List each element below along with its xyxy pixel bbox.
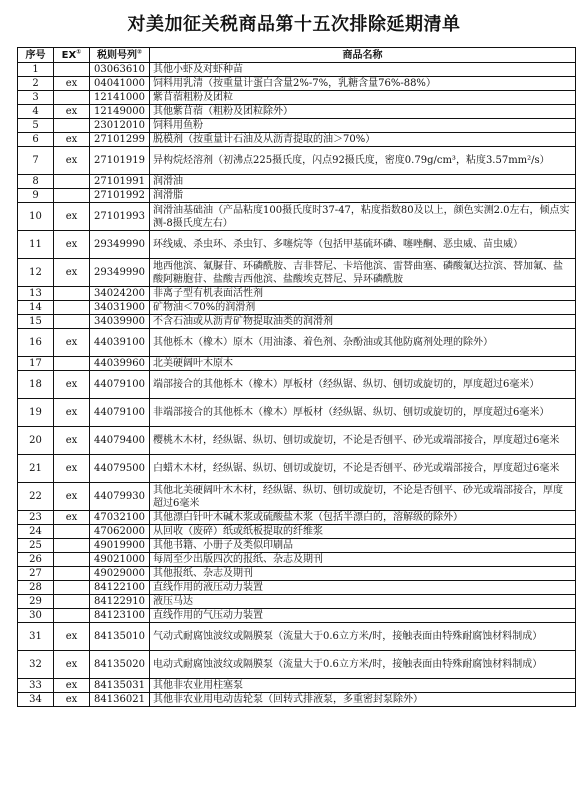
cell-code: 84136021 <box>90 693 150 707</box>
cell-name: 每周至少出版四次的报纸、杂志及期刊 <box>150 553 576 567</box>
cell-ex: ex <box>54 77 90 91</box>
cell-ex: ex <box>54 679 90 693</box>
cell-seq: 11 <box>18 231 54 259</box>
cell-name: 樱桃木木材，经纵锯、纵切、刨切或旋切，不论是否刨平、砂光或端部接合，厚度超过6毫米 <box>150 427 576 455</box>
cell-ex <box>54 525 90 539</box>
table-row <box>18 679 576 693</box>
header-code: 税则号列② <box>90 48 150 63</box>
cell-ex: ex <box>54 651 90 679</box>
cell-name: 环线威、杀虫环、杀虫钉、多噻烷等（包括甲基硫环磷、噻唑酮、恶虫威、苗虫威） <box>150 231 576 259</box>
cell-ex <box>54 567 90 581</box>
cell-ex: ex <box>54 259 90 287</box>
cell-ex: ex <box>54 329 90 357</box>
header-name: 商品名称 <box>150 48 576 63</box>
cell-seq: 2 <box>18 77 54 91</box>
cell-code: 03063610 <box>90 63 150 77</box>
cell-code: 27101993 <box>90 203 150 231</box>
table-row <box>18 455 576 483</box>
cell-code: 47032100 <box>90 511 150 525</box>
cell-name: 北美硬阔叶木原木 <box>150 357 576 371</box>
cell-name: 其他紫苜蓿（粗粉及团粒除外） <box>150 105 576 119</box>
cell-ex <box>54 581 90 595</box>
cell-seq: 10 <box>18 203 54 231</box>
cell-ex <box>54 287 90 301</box>
table-row <box>18 399 576 427</box>
cell-name: 饲料用乳清（按重量计蛋白含量2%-7%，乳糖含量76%-88%） <box>150 77 576 91</box>
cell-code: 84135020 <box>90 651 150 679</box>
cell-seq: 4 <box>18 105 54 119</box>
cell-code: 23012010 <box>90 119 150 133</box>
cell-name: 饲料用鱼粉 <box>150 119 576 133</box>
cell-code: 47062000 <box>90 525 150 539</box>
cell-seq: 28 <box>18 581 54 595</box>
exclusion-list-table <box>17 47 576 707</box>
cell-name: 异构烷烃溶剂（初沸点225摄氏度，闪点92摄氏度，密度0.79g/cm³，粘度3.57mm²/s） <box>150 147 576 175</box>
cell-seq: 31 <box>18 623 54 651</box>
cell-seq: 33 <box>18 679 54 693</box>
cell-code: 49019900 <box>90 539 150 553</box>
cell-seq: 1 <box>18 63 54 77</box>
cell-ex <box>54 609 90 623</box>
cell-code: 84122100 <box>90 581 150 595</box>
table-row <box>18 91 576 105</box>
cell-name: 紫苜蓿粗粉及团粒 <box>150 91 576 105</box>
cell-seq: 22 <box>18 483 54 511</box>
cell-ex: ex <box>54 483 90 511</box>
cell-seq: 8 <box>18 175 54 189</box>
cell-ex <box>54 119 90 133</box>
cell-seq: 15 <box>18 315 54 329</box>
table-row <box>18 595 576 609</box>
cell-seq: 25 <box>18 539 54 553</box>
cell-name: 非端部接合的其他栎木（橡木）厚板材（经纵锯、纵切、刨切或旋切的，厚度超过6毫米） <box>150 399 576 427</box>
cell-ex <box>54 315 90 329</box>
table-row <box>18 105 576 119</box>
footnote-marker-1: ① <box>76 48 82 56</box>
cell-ex: ex <box>54 231 90 259</box>
cell-code: 44079500 <box>90 455 150 483</box>
cell-ex: ex <box>54 511 90 525</box>
cell-code: 44079400 <box>90 427 150 455</box>
table-row <box>18 63 576 77</box>
table-row <box>18 357 576 371</box>
cell-seq: 9 <box>18 189 54 203</box>
table-row <box>18 567 576 581</box>
cell-code: 34024200 <box>90 287 150 301</box>
cell-ex: ex <box>54 133 90 147</box>
cell-ex <box>54 175 90 189</box>
cell-seq: 32 <box>18 651 54 679</box>
table-row <box>18 581 576 595</box>
cell-code: 27101919 <box>90 147 150 175</box>
cell-name: 直线作用的气压动力装置 <box>150 609 576 623</box>
cell-seq: 20 <box>18 427 54 455</box>
cell-ex: ex <box>54 455 90 483</box>
cell-code: 49029000 <box>90 567 150 581</box>
cell-ex <box>54 91 90 105</box>
cell-name: 润滑油 <box>150 175 576 189</box>
cell-ex: ex <box>54 399 90 427</box>
cell-ex <box>54 539 90 553</box>
cell-seq: 29 <box>18 595 54 609</box>
cell-code: 44079100 <box>90 371 150 399</box>
cell-ex <box>54 595 90 609</box>
table-row <box>18 119 576 133</box>
cell-seq: 23 <box>18 511 54 525</box>
cell-name: 液压马达 <box>150 595 576 609</box>
cell-name: 电动式耐腐蚀波纹或隔膜泵（流量大于0.6立方米/时，接触表面由特殊耐腐蚀材料制成） <box>150 651 576 679</box>
cell-name: 其他非农业用柱塞泵 <box>150 679 576 693</box>
cell-seq: 24 <box>18 525 54 539</box>
cell-name: 其他书籍、小册子及类似印刷品 <box>150 539 576 553</box>
footnote-marker-2: ② <box>136 48 143 56</box>
table-header-row <box>18 48 576 63</box>
cell-code: 84135010 <box>90 623 150 651</box>
cell-code: 12149000 <box>90 105 150 119</box>
cell-name: 其他报纸、杂志及期刊 <box>150 567 576 581</box>
cell-code: 27101299 <box>90 133 150 147</box>
cell-code: 84135031 <box>90 679 150 693</box>
cell-ex: ex <box>54 623 90 651</box>
table-row <box>18 329 576 357</box>
cell-name: 从回收（废碎）纸或纸板提取的纤维浆 <box>150 525 576 539</box>
header-ex: EX① <box>54 48 90 63</box>
cell-code: 44039100 <box>90 329 150 357</box>
cell-name: 其他非农业用电动齿轮泵（回转式排液泵，多重密封泵除外） <box>150 693 576 707</box>
cell-ex: ex <box>54 371 90 399</box>
cell-seq: 19 <box>18 399 54 427</box>
table-row <box>18 371 576 399</box>
cell-code: 44079100 <box>90 399 150 427</box>
cell-name: 润滑脂 <box>150 189 576 203</box>
document-title: 对美加征关税商品第十五次排除延期清单 <box>127 14 461 35</box>
table-row <box>18 651 576 679</box>
cell-ex: ex <box>54 203 90 231</box>
cell-name: 润滑油基础油（产品粘度100摄氏度时37-47，粘度指数80及以上，颜色实测2.0左右，倾点实测-8摄氏度左右） <box>150 203 576 231</box>
cell-name: 气动式耐腐蚀波纹或隔膜泵（流量大于0.6立方米/时，接触表面由特殊耐腐蚀材料制成） <box>150 623 576 651</box>
cell-code: 84122910 <box>90 595 150 609</box>
cell-ex: ex <box>54 693 90 707</box>
cell-code: 29349990 <box>90 259 150 287</box>
cell-seq: 14 <box>18 301 54 315</box>
cell-ex <box>54 553 90 567</box>
cell-code: 29349990 <box>90 231 150 259</box>
cell-code: 34031900 <box>90 301 150 315</box>
table-row <box>18 189 576 203</box>
cell-code: 49021000 <box>90 553 150 567</box>
header-seq: 序号 <box>18 48 54 63</box>
cell-seq: 5 <box>18 119 54 133</box>
cell-seq: 18 <box>18 371 54 399</box>
cell-name: 其他栎木（橡木）原木（用油漆、着色剂、杂酚油或其他防腐剂处理的除外） <box>150 329 576 357</box>
cell-name: 白蜡木木材，经纵锯、纵切、刨切或旋切，不论是否刨平、砂光或端部接合，厚度超过6毫米 <box>150 455 576 483</box>
table-row <box>18 203 576 231</box>
table-row <box>18 259 576 287</box>
cell-code: 27101991 <box>90 175 150 189</box>
cell-code: 44079930 <box>90 483 150 511</box>
table-row <box>18 609 576 623</box>
cell-name: 端部接合的其他栎木（橡木）厚板材（经纵锯、纵切、刨切或旋切的，厚度超过6毫米） <box>150 371 576 399</box>
cell-name: 矿物油＜70%的润滑剂 <box>150 301 576 315</box>
table-row <box>18 175 576 189</box>
cell-name: 其他小虾及对虾种苗 <box>150 63 576 77</box>
table-row <box>18 483 576 511</box>
cell-seq: 26 <box>18 553 54 567</box>
table-row <box>18 623 576 651</box>
cell-seq: 7 <box>18 147 54 175</box>
table-row <box>18 511 576 525</box>
table-row <box>18 525 576 539</box>
cell-name: 非离子型有机表面活性剂 <box>150 287 576 301</box>
table-row <box>18 287 576 301</box>
table-row <box>18 553 576 567</box>
table-row <box>18 231 576 259</box>
cell-ex <box>54 357 90 371</box>
cell-code: 12141000 <box>90 91 150 105</box>
table-row <box>18 427 576 455</box>
cell-code: 84123100 <box>90 609 150 623</box>
cell-name: 地西他滨、氟脲苷、环磷酰胺、吉非替尼、卡培他滨、雷替曲塞、磷酸氟达拉滨、替加氟、盐酸阿糖胞苷、盐酸吉西他滨、盐酸埃克替尼、异环磷酰胺 <box>150 259 576 287</box>
table-row <box>18 147 576 175</box>
cell-seq: 17 <box>18 357 54 371</box>
cell-ex <box>54 189 90 203</box>
cell-ex: ex <box>54 427 90 455</box>
cell-seq: 34 <box>18 693 54 707</box>
table-row <box>18 77 576 91</box>
cell-ex <box>54 301 90 315</box>
cell-code: 04041000 <box>90 77 150 91</box>
table-row <box>18 315 576 329</box>
cell-ex <box>54 63 90 77</box>
cell-seq: 6 <box>18 133 54 147</box>
cell-seq: 21 <box>18 455 54 483</box>
cell-ex: ex <box>54 147 90 175</box>
table-row <box>18 133 576 147</box>
cell-name: 其他漂白针叶木碱木浆或硫酸盐木浆（包括半漂白的，溶解级的除外） <box>150 511 576 525</box>
cell-name: 直线作用的液压动力装置 <box>150 581 576 595</box>
cell-name: 不含石油或从沥青矿物提取油类的润滑剂 <box>150 315 576 329</box>
cell-seq: 16 <box>18 329 54 357</box>
cell-ex: ex <box>54 105 90 119</box>
table-row <box>18 539 576 553</box>
cell-seq: 13 <box>18 287 54 301</box>
cell-seq: 27 <box>18 567 54 581</box>
cell-name: 其他北美硬阔叶木木材，经纵锯、纵切、刨切或旋切，不论是否刨平、砂光或端部接合，厚度超过6毫米 <box>150 483 576 511</box>
cell-seq: 12 <box>18 259 54 287</box>
cell-code: 44039960 <box>90 357 150 371</box>
cell-code: 34039900 <box>90 315 150 329</box>
cell-seq: 3 <box>18 91 54 105</box>
table-row <box>18 693 576 707</box>
table-row <box>18 301 576 315</box>
cell-name: 脱模剂（按重量计石油及从沥青提取的油＞70%） <box>150 133 576 147</box>
cell-seq: 30 <box>18 609 54 623</box>
cell-code: 27101992 <box>90 189 150 203</box>
